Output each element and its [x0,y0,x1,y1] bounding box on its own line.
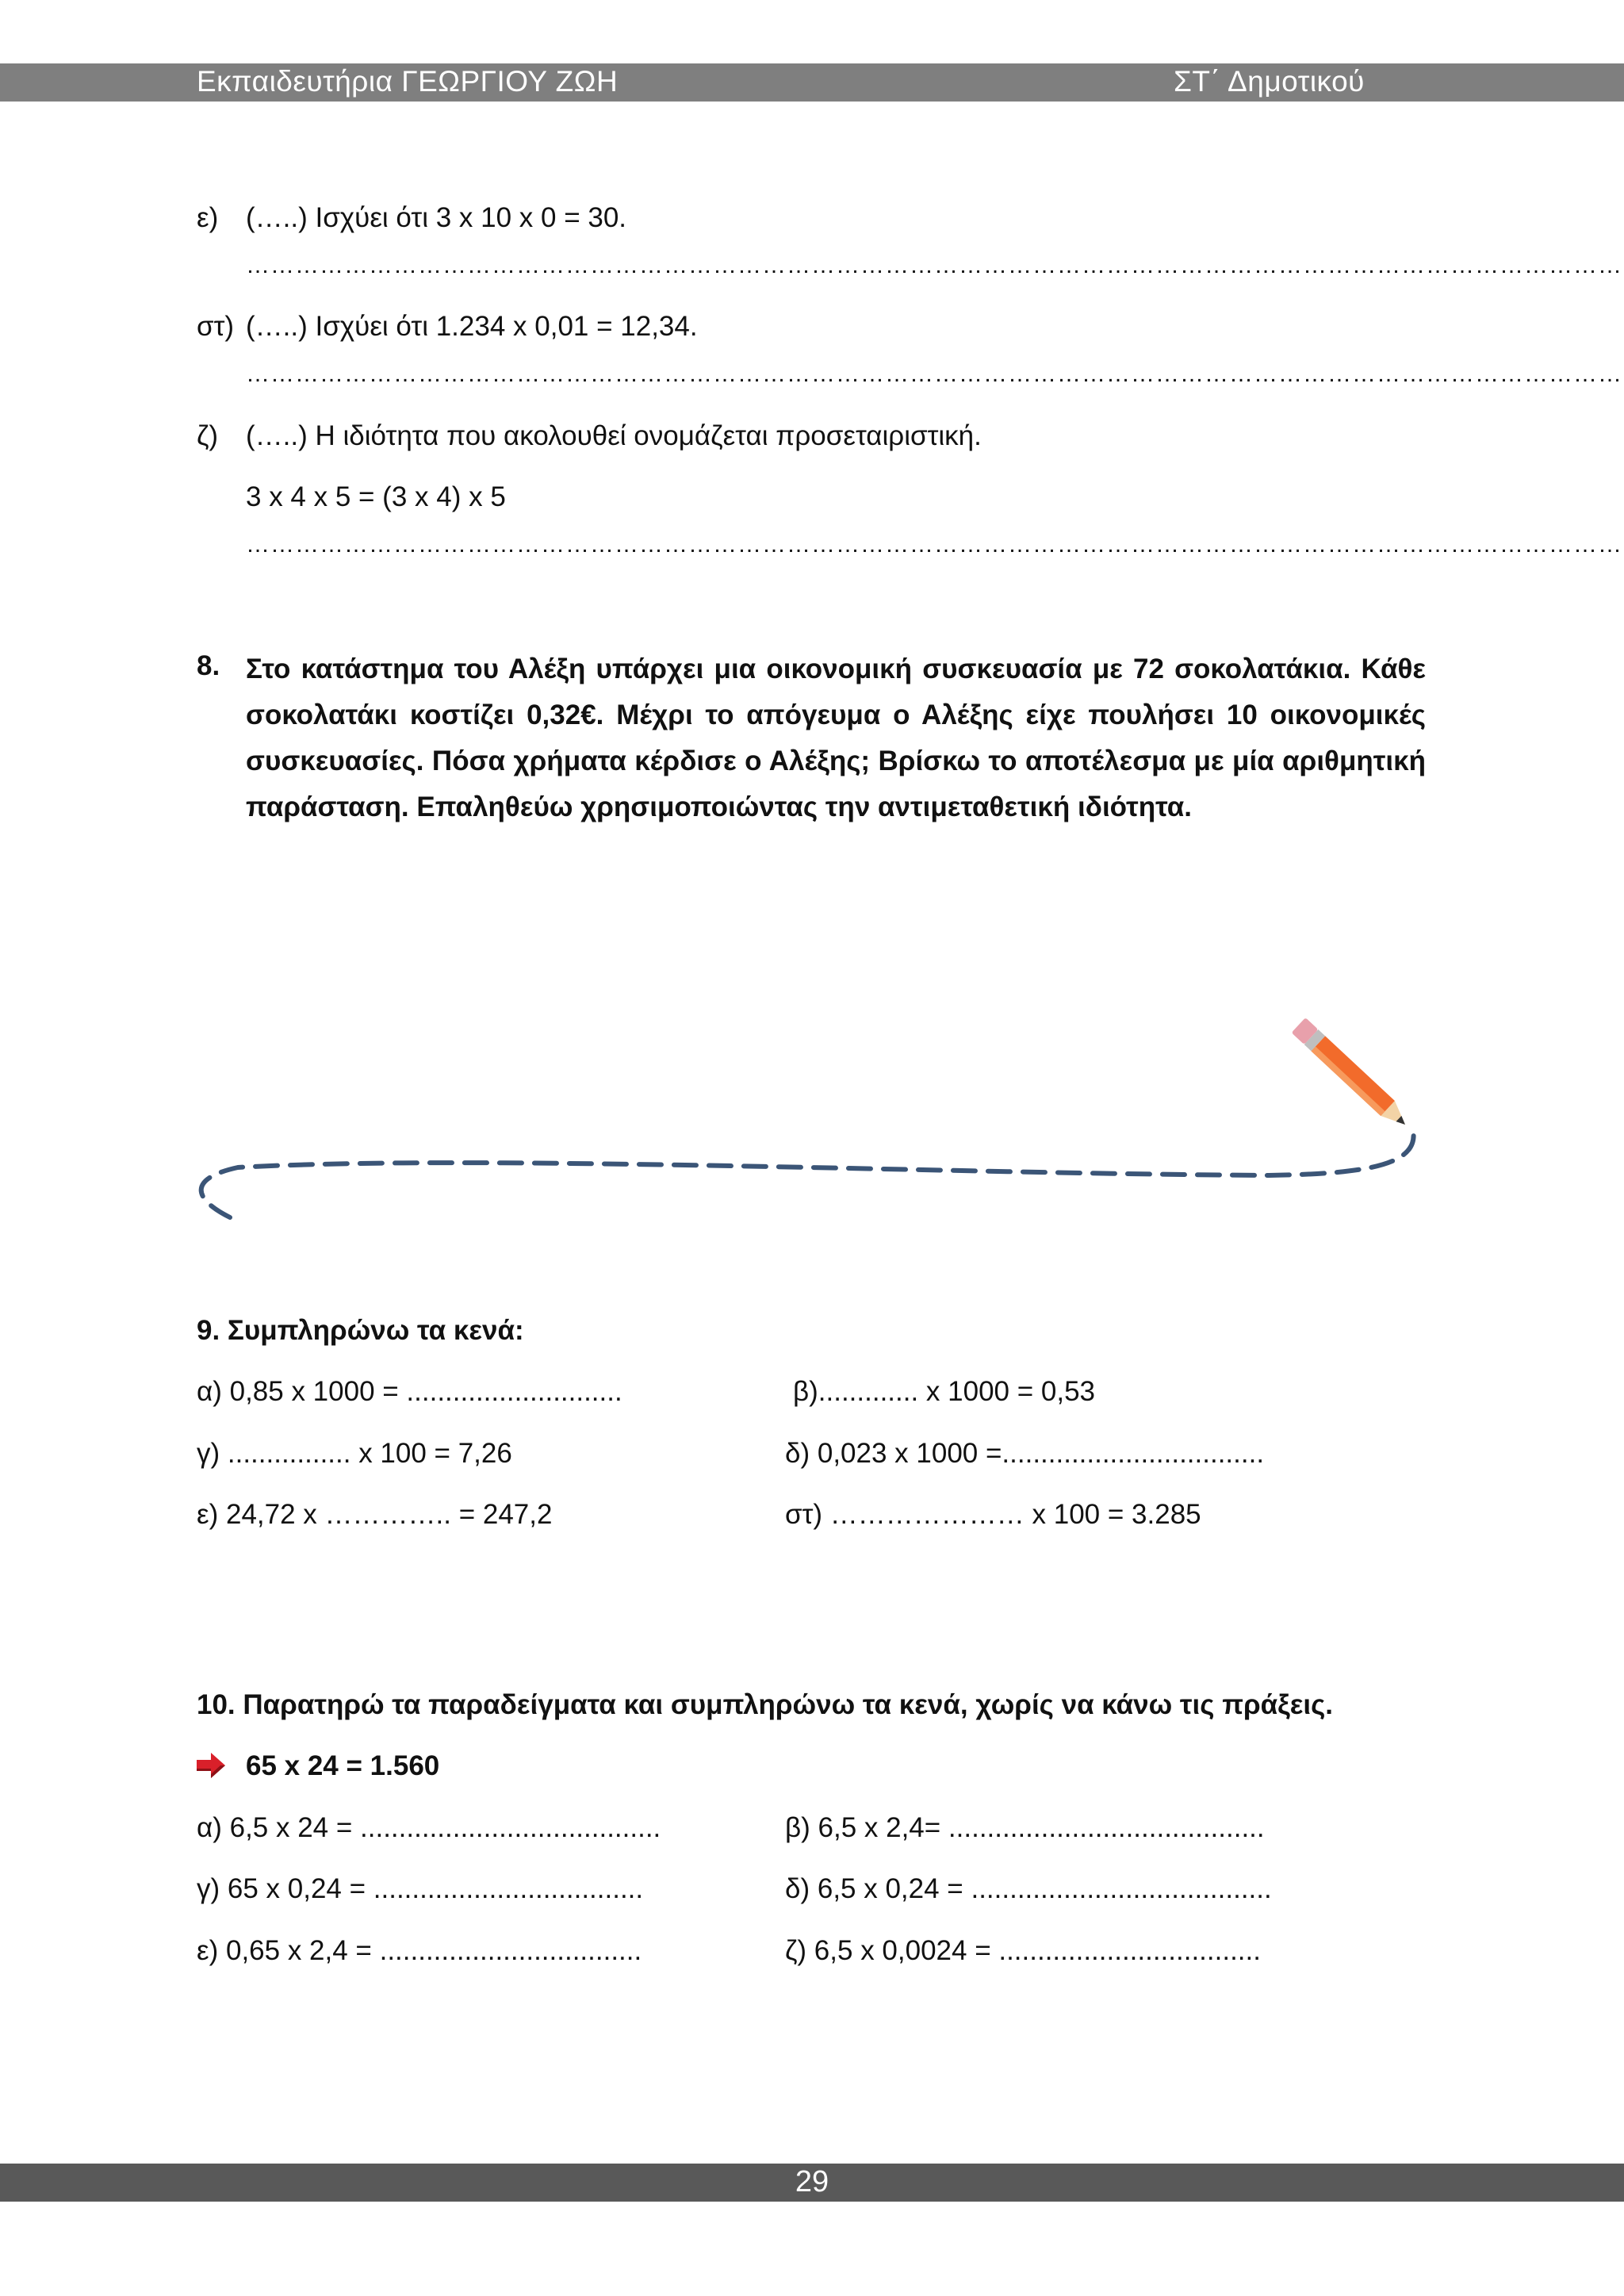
q10-item-e[interactable]: ε) 0,65 x 2,4 = .................................. [197,1935,642,1966]
q7-z-answer-line[interactable]: …………………………………………………………………………………………………………………………………………………… [246,531,1622,558]
q9-item-g[interactable]: γ) ................ x 100 = 7,26 [197,1438,512,1469]
q9-item-st[interactable]: στ) ………………… x 100 = 3.285 [785,1499,1201,1530]
q7-z-expression: 3 x 4 x 5 = (3 x 4) x 5 [246,481,506,512]
q7-e-label: ε) [197,202,219,233]
q7-e-answer-line[interactable]: …………………………………………………………………………………………………………………………………………………… [246,252,1622,278]
page-number: 29 [795,2165,829,2198]
arrow-right-icon [195,1751,227,1780]
q10-item-z[interactable]: ζ) 6,5 x 0,0024 = .................................. [785,1935,1261,1966]
q10-item-b[interactable]: β) 6,5 x 2,4= ......................................... [785,1812,1265,1843]
q9-title: 9. Συμπληρώνω τα κενά: [197,1315,524,1346]
q10-title: 10. Παρατηρώ τα παραδείγματα και συμπληρώνω τα κενά, χωρίς να κάνω τις πράξεις. [197,1689,1334,1720]
page-header [0,63,1624,102]
q10-item-d[interactable]: δ) 6,5 x 0,24 = ....................................... [785,1873,1272,1904]
q8-text: Στο κατάστημα του Αλέξη υπάρχει μια οικονομική συσκευασία με 72 σοκολατάκια. Κάθε σοκολατάκι κοστίζει 0,32€. Μέχρι το απόγευμα ο Αλέξης είχε πουλήσει 10 οικονομικές συσκευασίες. Πόσα χρήματα κέρδισε ο Αλέξης; Βρίσκω το αποτέλεσμα με μία αριθμητική παράσταση. Επαληθεύω χρησιμοποιώντας την αντιμεταθετική ιδιότητα. [246,654,1426,822]
grade-label: ΣΤ΄ Δημοτικού [1174,65,1365,98]
q7-e-text: (…..) Ισχύει ότι 3 x 10 x 0 = 30. [246,202,627,233]
q7-z-label: ζ) [197,420,219,451]
q9-item-b[interactable]: β)............. x 1000 = 0,53 [793,1376,1096,1407]
q7-st-text: (…..) Ισχύει ότι 1.234 x 0,01 = 12,34. [246,311,698,342]
dashed-line [201,1130,1414,1217]
pencil-icon [1292,1018,1412,1133]
q10-item-a[interactable]: α) 6,5 x 24 = ....................................... [197,1812,661,1843]
school-name: Εκπαιδευτήρια ΓΕΩΡΓΙΟΥ ΖΩΗ [197,65,619,98]
q9-item-e[interactable]: ε) 24,72 x ………….. = 247,2 [197,1499,553,1530]
page-footer [0,2164,1624,2202]
q8-number: 8. [197,650,220,681]
q7-z-text: (…..) Η ιδιότητα που ακολουθεί ονομάζεται προσεταιριστική. [246,420,982,451]
q9-item-d[interactable]: δ) 0,023 x 1000 =.................................. [785,1438,1265,1469]
q10-example: 65 x 24 = 1.560 [246,1750,440,1781]
q7-st-label: στ) [197,311,235,342]
q10-item-g[interactable]: γ) 65 x 0,24 = ................................... [197,1873,644,1904]
q7-st-answer-line[interactable]: …………………………………………………………………………………………………………………………………………………… [246,361,1622,387]
q9-item-a[interactable]: α) 0,85 x 1000 = ............................ [197,1376,622,1407]
